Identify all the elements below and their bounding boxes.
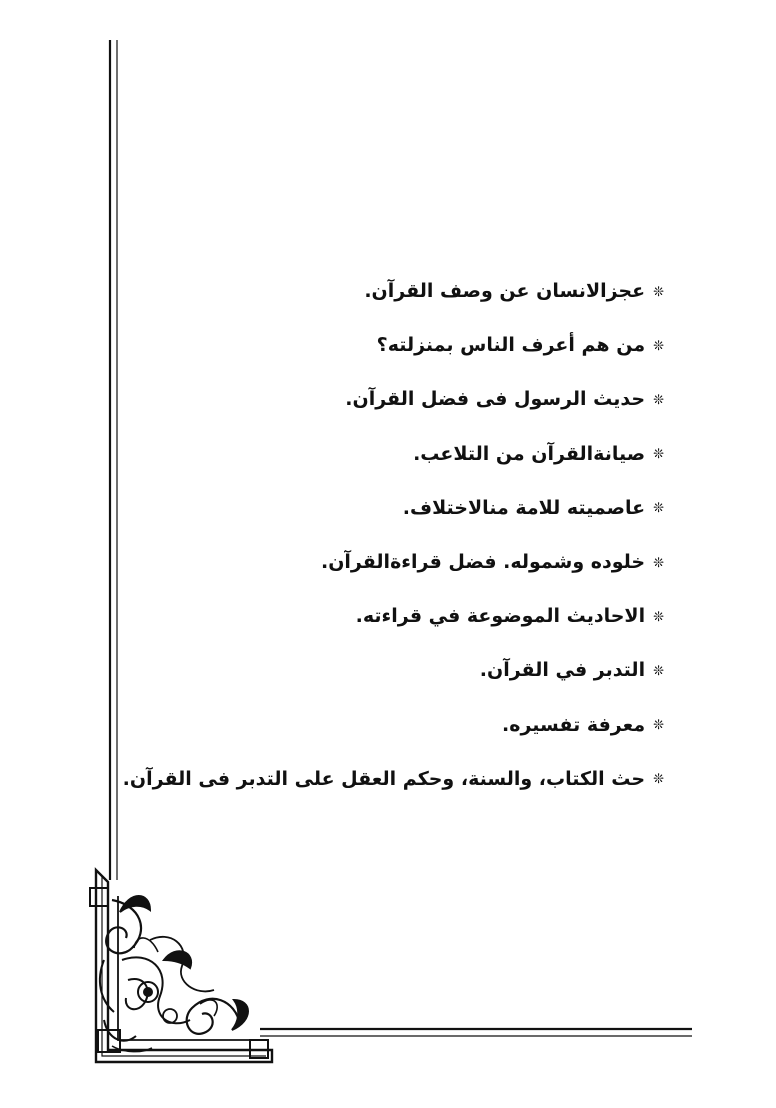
bullet-icon: ❊ [653,338,664,354]
toc-item-text: معرفة تفسيره. [502,713,646,736]
bullet-icon: ❊ [653,772,664,788]
bullet-icon: ❊ [653,284,664,300]
toc-item [104,535,664,589]
bullet-icon: ❊ [653,663,664,679]
bullet-icon: ❊ [653,555,664,571]
toc-item [104,589,664,643]
toc-item-text: خلوده وشموله. فضل قراءةالقرآن. [320,551,646,574]
toc-item [104,752,664,806]
toc-item-text: حث الكتاب، والسنة، وحكم العقل على التدبر فى القرآن. [122,767,646,790]
toc-item [104,698,664,752]
toc-item [104,481,664,535]
table-of-contents [104,264,664,806]
bullet-icon: ❊ [653,609,664,625]
bullet-icon: ❊ [653,501,664,517]
toc-item-text: التدبر في القرآن. [479,659,646,682]
toc-item-text: حديث الرسول فى فضل القرآن. [345,388,646,411]
toc-item [104,427,664,481]
toc-item-text: عاصميته للامة منالاختلاف. [402,496,646,519]
corner-ornament [90,870,272,1062]
bullet-icon: ❊ [653,392,664,408]
bullet-icon: ❊ [653,718,664,734]
toc-item-text: صيانةالقرآن من التلاعب. [413,442,646,465]
bullet-icon: ❊ [653,447,664,463]
toc-item [104,372,664,426]
toc-item [104,264,664,318]
toc-item-text: الاحاديث الموضوعة في قراءته. [355,605,646,628]
toc-item [104,318,664,372]
toc-item [104,643,664,697]
toc-item-text: من هم أعرف الناس بمنزلته؟ [376,334,646,357]
toc-item-text: عجزالانسان عن وصف القرآن. [364,280,646,303]
